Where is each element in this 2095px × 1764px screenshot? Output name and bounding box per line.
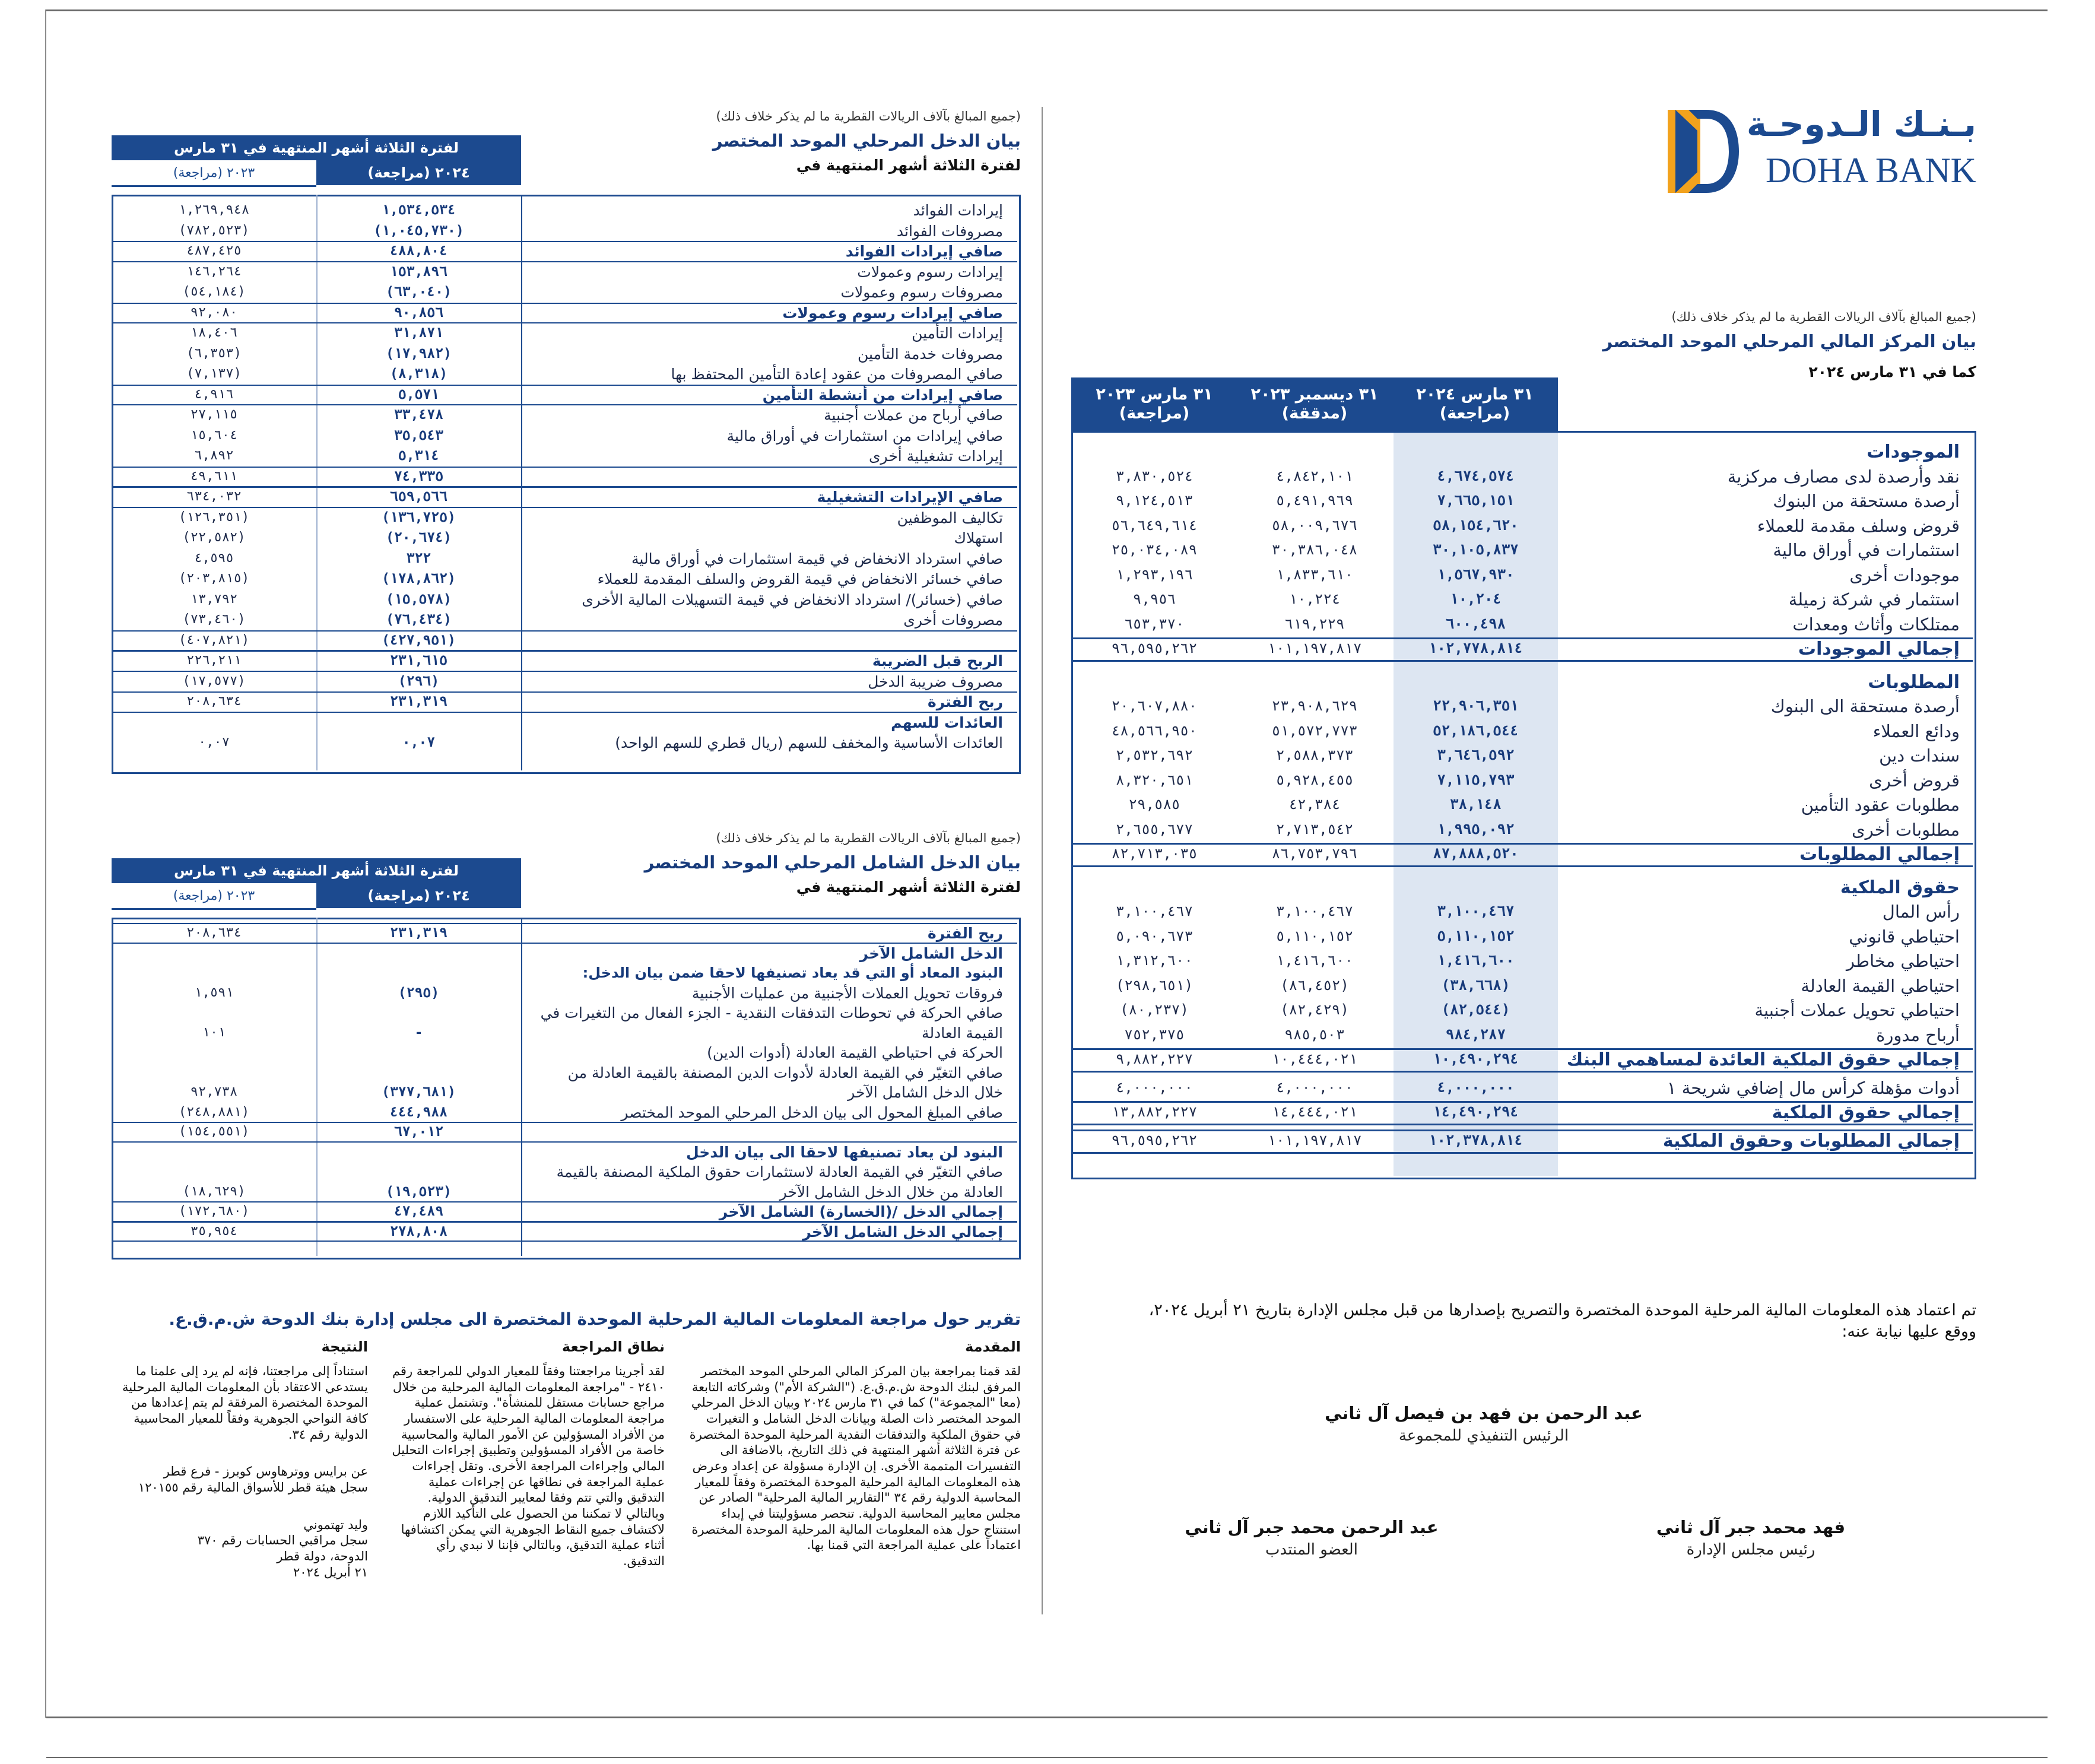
report-title: تقرير حول مراجعة المعلومات المالية المرحلية الموحدة المختصرة الى مجلس إدارة بنك الدوحة ش.م.ق.ع. <box>169 1309 1021 1329</box>
comprehensive-col-header-2: ٢٠٢٣ (مراجعة) <box>112 883 316 910</box>
balance-v3-4: ٢٥,٠٣٤,٠٨٩ <box>1111 541 1198 558</box>
comprehensive-sep-14 <box>112 1201 1017 1203</box>
balance-label-11: ودائع العملاء <box>1872 721 1960 741</box>
income-v1-8: (٨,٣١٨) <box>390 366 447 382</box>
income-label-8: صافي المصروفات من عقود إعادة التأمين المحتفظ بها <box>671 366 1003 383</box>
balance-label-26: إجمالي حقوق الملكية <box>1772 1102 1960 1123</box>
balance-v1-6: ١٠,٢٠٤ <box>1450 591 1502 607</box>
income-v1-10: ٣٣,٤٧٨ <box>393 407 444 423</box>
balance-label-21: احتياطي القيمة العادلة <box>1801 975 1960 996</box>
income-sep-after-2 <box>112 261 1017 262</box>
ceo-role: الرئيس التنفيذي للمجموعة <box>1398 1427 1569 1445</box>
income-v2-6: ١٨,٤٠٦ <box>190 325 238 340</box>
balance-v2-7: ٦١٩,٢٢٩ <box>1284 615 1345 632</box>
income-label-6: إيرادات التأمين <box>912 325 1003 342</box>
balance-label-23: أرباح مدورة <box>1876 1024 1960 1045</box>
balance-amounts-note: (جميع المبالغ بآلاف الريالات القطرية ما لم يذكر خلاف ذلك) <box>1671 310 1976 324</box>
income-label-24: ربح الفترة <box>928 693 1003 710</box>
balance-v2-26: ١٤,٤٤٤,٠٢١ <box>1271 1103 1358 1120</box>
report-scope <box>392 1338 665 1569</box>
balance-v2-14: ٤٢,٣٨٤ <box>1288 796 1341 813</box>
balance-v3-11: ٤٨,٥٦٦,٩٥٠ <box>1111 722 1198 739</box>
income-title: بيان الدخل المرحلي الموحد المختصر <box>712 131 1021 151</box>
md-name: عبد الرحمن محمد جبر آل ثاني <box>1185 1517 1439 1537</box>
auditor-firm-line2: سجل هيئة قطر للأسواق المالية رقم ١٢٠١٥٥ <box>138 1480 368 1495</box>
income-label-11: صافي إيرادات من استثمارات في أوراق مالية <box>726 427 1003 445</box>
income-label-5: صافي إيرادات رسوم وعمولات <box>782 304 1003 322</box>
bank-name-english: DOHA BANK <box>1765 151 1976 190</box>
income-v1-20: (٧٦,٤٣٤) <box>386 612 452 627</box>
report-scope-heading: نطاق المراجعة <box>561 1338 665 1355</box>
income-v2-0: ١,٢٦٩,٩٤٨ <box>178 202 250 217</box>
balance-label-4: استثمارات في أوراق مالية <box>1773 540 1960 560</box>
comprehensive-sep-15 <box>112 1222 1017 1223</box>
auditor-signer-reg: سجل مراقبي الحسابات رقم ٣٧٠ <box>197 1533 368 1548</box>
balance-v2-12: ٢,٥٨٨,٣٧٣ <box>1275 747 1354 763</box>
income-v2-9: ٤,٩١٦ <box>194 386 234 402</box>
comprehensive-v2-13: (١٨,٦٢٩) <box>182 1184 246 1199</box>
income-v1-26: ٠,٠٧ <box>402 735 436 750</box>
income-sep-5 <box>112 303 1017 304</box>
report-result-heading: النتيجة <box>321 1338 368 1355</box>
comprehensive-v1-5: - <box>414 1024 423 1040</box>
income-v1-16: (٢٠,٦٧٤) <box>386 530 452 545</box>
balance-v3-22: (٨٠,٢٣٧) <box>1120 1001 1189 1018</box>
income-v2-13: ٤٩,٦١١ <box>190 468 238 484</box>
balance-label-19: احتياطي قانوني <box>1849 926 1960 947</box>
income-col-header-2: ٢٠٢٣ (مراجعة) <box>112 160 316 187</box>
comprehensive-label-9: صافي المبلغ المحول الى بيان الدخل المرحلي الموحد المختصر <box>621 1103 1003 1121</box>
income-v2-8: (٧,١٣٧) <box>186 366 242 381</box>
balance-v1-26: ١٤,٤٩٠,٢٩٤ <box>1433 1103 1519 1120</box>
balance-label-13: قروض أخرى <box>1869 770 1960 791</box>
income-v1-22: ٢٣١,٦١٥ <box>390 653 447 668</box>
income-sep-after-24 <box>112 712 1017 713</box>
balance-v3-6: ٩,٩٥٦ <box>1132 591 1176 607</box>
comprehensive-v1-15: ٢٧٨,٨٠٨ <box>390 1223 447 1239</box>
comprehensive-v1-9: ٤٤٤,٩٨٨ <box>390 1104 447 1120</box>
balance-v2-25: ٤,٠٠٠,٠٠٠ <box>1275 1078 1354 1096</box>
signature-chairman <box>1626 1517 1875 1559</box>
income-label-2: صافي إيرادات الفوائد <box>845 243 1003 260</box>
balance-label-8: إجمالي الموجودات <box>1798 639 1960 659</box>
balance-v1-25: ٤,٠٠٠,٠٠٠ <box>1437 1078 1515 1096</box>
comprehensive-v2-10: (١٥٤,٥٥١) <box>178 1124 250 1139</box>
auditor-firm <box>113 1464 368 1495</box>
income-v2-21: (٤٠٧,٨٢١) <box>178 632 250 648</box>
balance-label-2: أرصدة مستحقة من البنوك <box>1773 491 1960 511</box>
balance-v2-21: (٨٦,٤٥٢) <box>1280 976 1349 994</box>
balance-v3-20: ١,٣١٢,٦٠٠ <box>1115 952 1193 969</box>
income-v1-18: (١٧٨,٨٦٢) <box>382 571 456 586</box>
comprehensive-sep-after-0 <box>112 943 1017 944</box>
balance-v2-13: ٥,٩٢٨,٤٥٥ <box>1275 771 1354 788</box>
balance-v3-3: ٥٦,٦٤٩,٦١٤ <box>1111 516 1198 534</box>
balance-v1-14: ٣٨,١٤٨ <box>1450 796 1502 813</box>
balance-v2-19: ٥,١١٠,١٥٢ <box>1275 927 1354 944</box>
comprehensive-sep-0 <box>112 923 1017 924</box>
balance-v1-13: ٧,١١٥,٧٩٣ <box>1437 771 1515 788</box>
balance-v1-5: ١,٥٦٧,٩٣٠ <box>1437 566 1515 583</box>
income-subtitle: لفترة الثلاثة أشهر المنتهية في <box>796 157 1021 174</box>
balance-v2-22: (٨٢,٤٢٩) <box>1280 1001 1349 1018</box>
balance-sep-after-27 <box>1071 1152 1973 1154</box>
balance-v1-15: ١,٩٩٥,٠٩٢ <box>1437 820 1515 837</box>
column-divider <box>1042 107 1043 1614</box>
report-scope-text: لقد أجرينا مراجعتنا وفقاً للمعيار الدولي للمراجعة رقم ٢٤١٠ - "مراجعة المعلومات المالية المرحلية من خلال مراجع حسابات مستقل للمنشأة". وتشتمل عملية مراجعة المعلومات المالية المرحلية على الاستفسار من الأفراد المسؤولين عن الأمور المالية والمحاسبية خاصة من الأفراد المسؤولين وتطبيق إجراءات التحليل المالي وإجراءات المراجعة الأخرى. وتقل إجراءات عملية المراجعة في نطاقها عن إجراءات عملية التدقيق والتي تتم وفقا لمعايير التدقيق الدولية. وبالتالي لا تمكننا من الحصول على التأكيد اللازم لاكتشاف جميع النقاط الجوهرية التي يمكن اكتشافها أثناء عملية التدقيق، وبالتالي فإننا لا نبدي رأي التدقيق. <box>392 1364 665 1568</box>
income-label-4: مصروفات رسوم وعمولات <box>840 284 1003 301</box>
balance-v2-23: ٩٨٥,٥٠٣ <box>1284 1026 1345 1043</box>
income-statement-table <box>112 135 1021 770</box>
comprehensive-v2-0: ٢٠٨,٦٣٤ <box>186 925 242 940</box>
balance-v2-10: ٢٣,٩٠٨,٦٢٩ <box>1271 697 1358 714</box>
income-label-14: صافي الإيرادات التشغيلية <box>817 488 1003 506</box>
balance-v3-25: ٤,٠٠٠,٠٠٠ <box>1115 1078 1193 1096</box>
balance-v3-24: ٩,٨٨٢,٢٢٧ <box>1115 1051 1193 1067</box>
balance-v3-19: ٥,٠٩٠,٦٧٣ <box>1115 927 1193 944</box>
balance-v3-16: ٨٢,٧١٣,٠٣٥ <box>1111 845 1198 862</box>
report-result <box>113 1338 368 1580</box>
income-v1-24: ٢٣١,٣١٩ <box>390 694 447 709</box>
chairman-role: رئيس مجلس الإدارة <box>1686 1541 1815 1559</box>
comprehensive-v2-9: (٢٤٨,٨٨١) <box>178 1104 250 1119</box>
income-v1-13: ٧٤,٣٣٥ <box>393 468 444 484</box>
income-v1-1: (١,٠٤٥,٧٣٠) <box>373 223 464 239</box>
comprehensive-label-0: ربح الفترة <box>928 925 1003 942</box>
income-v2-7: (٦,٣٥٣) <box>186 345 242 361</box>
bank-name-arabic: بـنـك الـدوحـة <box>1746 104 1976 144</box>
comprehensive-v2-15: ٣٥,٩٥٤ <box>190 1223 238 1239</box>
balance-sep-after-24 <box>1071 1071 1973 1073</box>
balance-label-22: احتياطي تحويل عملات أجنبية <box>1754 1000 1960 1020</box>
balance-v1-24: ١٠,٤٩٠,٢٩٤ <box>1433 1051 1519 1067</box>
balance-label-12: سندات دين <box>1879 745 1960 766</box>
income-label-10: صافي أرباح من عملات أجنبية <box>824 407 1003 424</box>
income-v2-11: ١٥,٦٠٤ <box>190 427 238 443</box>
income-v2-16: (٢٢,٥٨٢) <box>182 530 246 545</box>
balance-label-10: أرصدة مستحقة الى البنوك <box>1770 696 1960 716</box>
balance-v1-22: (٨٢,٥٤٤) <box>1441 1001 1510 1018</box>
comprehensive-subtitle: لفترة الثلاثة أشهر المنتهية في <box>796 878 1021 896</box>
balance-sep-after-16 <box>1071 865 1973 867</box>
balance-sep-after-26 <box>1071 1124 1973 1125</box>
balance-v1-21: (٣٨,٦٦٨) <box>1441 976 1510 994</box>
balance-label-0: الموجودات <box>1867 442 1960 462</box>
income-label-20: مصروفات أخرى <box>903 611 1003 629</box>
balance-v2-15: ٢,٧١٣,٥٤٢ <box>1275 820 1354 837</box>
income-sep-after-22 <box>112 671 1017 672</box>
income-v1-19: (١٥,٥٧٨) <box>386 591 452 607</box>
comprehensive-period-header: لفترة الثلاثة أشهر المنتهية في ٣١ مارس <box>112 858 521 883</box>
balance-v3-10: ٢٠,٦٠٧,٨٨٠ <box>1111 697 1198 714</box>
income-sep-after-5 <box>112 322 1017 323</box>
balance-v1-27: ١٠٢,٣٧٨,٨١٤ <box>1429 1131 1523 1148</box>
income-v1-15: (١٣٦,٧٢٥) <box>382 509 456 525</box>
auditor-signer-name: وليد تهتموني <box>303 1517 368 1532</box>
comprehensive-v1-0: ٢٣١,٣١٩ <box>390 925 447 941</box>
balance-subtitle: كما في ٣١ مارس ٢٠٢٤ <box>1808 363 1976 380</box>
income-sep-24 <box>112 691 1017 693</box>
auditor-signer-date: ٢١ أبريل ٢٠٢٤ <box>293 1565 368 1579</box>
income-sep-9 <box>112 385 1017 386</box>
income-label-18: صافي خسائر الانخفاض في قيمة القروض والسلف المقدمة للعملاء <box>597 570 1003 588</box>
income-v1-3: ١٥٣,٨٩٦ <box>390 264 447 280</box>
comprehensive-sep-after-10 <box>112 1141 1017 1143</box>
income-v1-2: ٤٨٨,٨٠٤ <box>390 243 447 259</box>
income-label-17: صافي استرداد الانخفاض في قيمة استثمارات في أوراق مالية <box>631 550 1003 567</box>
balance-v2-2: ٥,٤٩١,٩٦٩ <box>1275 492 1354 509</box>
comprehensive-v1-8: (٣٧٧,٦٨١) <box>382 1084 456 1100</box>
comprehensive-v1-14: ٤٧,٤٨٩ <box>393 1204 444 1219</box>
income-sep-22 <box>112 651 1017 652</box>
income-v2-3: ١٤٦,٢٦٤ <box>186 264 242 279</box>
income-v1-9: ٥,٥٧١ <box>398 386 440 402</box>
income-v1-21: (٤٢٧,٩٥١) <box>382 632 456 648</box>
income-label-25: العائدات للسهم <box>891 713 1003 731</box>
balance-label-24: إجمالي حقوق الملكية العائدة لمساهمي البنك <box>1566 1049 1960 1070</box>
balance-label-6: استثمار في شركة زميلة <box>1788 589 1960 610</box>
balance-col-header-3: ٣١ مارس ٢٠٢٣ (مراجعة) <box>1071 377 1237 431</box>
income-period-header: لفترة الثلاثة أشهر المنتهية في ٣١ مارس <box>112 135 521 160</box>
comprehensive-title: بيان الدخل الشامل المرحلي الموحد المختصر <box>644 852 1021 873</box>
balance-label-18: رأس المال <box>1882 902 1960 922</box>
comprehensive-label-15: إجمالي الدخل الشامل الآخر <box>802 1223 1003 1240</box>
income-col-divider2 <box>521 195 522 770</box>
comprehensive-label-11: البنود لن يعاد تصنيفها لاحقا الى بيان الدخل <box>685 1143 1003 1161</box>
signature-ceo <box>1306 1403 1662 1445</box>
comprehensive-v2-5: ١٠١ <box>202 1024 226 1040</box>
balance-v3-7: ٦٥٣,٣٧٠ <box>1124 615 1185 632</box>
income-v1-0: ١,٥٣٤,٥٣٤ <box>382 202 456 218</box>
balance-v3-26: ١٣,٨٨٢,٢٢٧ <box>1111 1103 1198 1120</box>
income-label-16: استهلاك <box>954 529 1003 547</box>
income-v1-4: (٦٣,٠٤٠) <box>386 284 452 300</box>
balance-v2-6: ١٠,٢٢٤ <box>1288 591 1341 607</box>
report-intro-text: لقد قمنا بمراجعة بيان المركز المالي المرحلي الموحد المختصر المرفق لبنك الدوحة ش.م.ق.ع. ("الشركة الأم") وشركاته التابعة (معا "المجموعة") كما في ٣١ مارس ٢٠٢٤ وبيان الدخل المرحلي الموحد المختصر ذات الصلة وبيانات الدخل الشامل و التغيرات في حقوق الملكية والتدفقات النقدية المرحلية الموحدة المختصرة عن فترة الثلاثة أشهر المنتهية في ذلك التاريخ، بالاضافة الى التفسيرات المتممة الأخرى. إن الإدارة مسؤولة عن إعداد وعرض هذه المعلومات المالية المرحلية الموحدة المختصرة وفقاً للمعيار المحاسبة الدولية رقم ٣٤ "التقارير المالية المرحلية" الصادر عن مجلس معايير المحاسبة الدولية. تنحصر مسؤوليتنا في إبداء استنتاج حول هذه المعلومات المالية المرحلية الموحدة المختصرة اعتماداً على عملية المراجعة التي قمنا بها. <box>689 1364 1021 1553</box>
comprehensive-v1-10: ٦٧,٠١٢ <box>393 1124 444 1140</box>
income-v2-18: (٢٠٣,٨١٥) <box>178 571 250 586</box>
footer-rule <box>46 1757 2048 1758</box>
income-v1-12: ٥,٣١٤ <box>398 448 440 464</box>
income-label-9: صافي إيرادات من أنشطة التأمين <box>762 386 1003 404</box>
chairman-name: فهد محمد جبر آل ثاني <box>1656 1517 1846 1537</box>
report-result-text: استناداً إلى مراجعتنا، فإنه لم يرد إلى علمنا ما يستدعي الاعتقاد بأن المعلومات المالية المرحلية الموحدة المختصرة المرفقة لم يتم إعدادها من كافة النواحي الجوهرية وفقاً للمعيار المحاسبية الدولية رقم ٣٤. <box>122 1364 368 1442</box>
comprehensive-v2-8: ٩٢,٧٣٨ <box>190 1084 238 1099</box>
balance-label-27: إجمالي المطلوبات وحقوق الملكية <box>1662 1130 1960 1151</box>
comprehensive-v1-13: (١٩,٥٢٣) <box>386 1184 452 1200</box>
comprehensive-sep-10 <box>112 1122 1017 1123</box>
balance-v2-5: ١,٨٣٣,٦١٠ <box>1275 566 1354 583</box>
balance-v1-3: ٥٨,١٥٤,٦٢٠ <box>1433 516 1519 534</box>
report-intro-heading: المقدمة <box>965 1338 1021 1355</box>
balance-v1-23: ٩٨٤,٢٨٧ <box>1445 1026 1506 1043</box>
balance-label-15: مطلوبات أخرى <box>1851 819 1960 840</box>
comprehensive-label-2: البنود المعاد أو التي قد يعاد تصنيفها لاحقا ضمن بيان الدخل: <box>582 965 1003 981</box>
income-v2-1: (٧٨٢,٥٢٣) <box>178 223 250 238</box>
balance-label-25: أدوات مؤهلة كرأس مال إضافي شريحة ١ <box>1667 1077 1960 1098</box>
balance-v3-21: (٢٩٨,٦٥١) <box>1115 976 1193 994</box>
balance-title: بيان المركز المالي المرحلي الموحد المختصر <box>1602 331 1976 351</box>
balance-v2-24: ١٠,٤٤٤,٠٢١ <box>1271 1051 1358 1067</box>
income-v2-22: ٢٢٦,٢١١ <box>186 653 242 668</box>
balance-v1-12: ٣,٦٤٦,٥٩٢ <box>1437 747 1515 763</box>
balance-v3-18: ٣,١٠٠,٤٦٧ <box>1115 903 1193 919</box>
doha-bank-emblem-icon <box>1665 107 1742 196</box>
income-v1-5: ٩٠,٨٥٦ <box>393 304 444 321</box>
income-label-3: إيرادات رسوم وعمولات <box>857 263 1003 281</box>
balance-v3-2: ٩,١٢٤,٥١٣ <box>1115 492 1193 509</box>
approval-text: تم اعتماد هذه المعلومات المالية المرحلية الموحدة المختصرة والتصريح بإصدارها من قبل مجلس الإدارة بتاريخ ٢١ أبريل ٢٠٢٤، ووقع عليها نيابة عنه: <box>1148 1301 1976 1341</box>
balance-v3-1: ٣,٨٣٠,٥٢٤ <box>1115 467 1193 484</box>
income-v2-20: (٧٣,٤٦٠) <box>182 612 246 627</box>
comprehensive-sep-after-15 <box>112 1240 1017 1242</box>
balance-v1-4: ٣٠,١٠٥,٨٣٧ <box>1433 541 1519 558</box>
comprehensive-label-3: فروقات تحويل العملات الأجنبية من عمليات الأجنبية <box>691 984 1003 1002</box>
balance-v1-8: ١٠٢,٧٧٨,٨١٤ <box>1429 640 1523 656</box>
comprehensive-label-8: خلال الدخل الشامل الآخر <box>847 1084 1003 1101</box>
balance-v2-16: ٨٦,٧٥٣,٧٩٦ <box>1271 845 1358 862</box>
balance-col-header-2: ٣١ ديسمبر ٢٠٢٣ (مدققة) <box>1237 377 1392 431</box>
balance-v2-18: ٣,١٠٠,٤٦٧ <box>1275 903 1354 919</box>
income-v2-24: ٢٠٨,٦٣٤ <box>186 694 242 709</box>
balance-v2-4: ٣٠,٣٨٦,٠٤٨ <box>1271 541 1358 558</box>
balance-sep-after-8 <box>1071 660 1973 662</box>
income-sep-after-14 <box>112 507 1017 508</box>
income-amounts-note: (جميع المبالغ بآلاف الريالات القطرية ما لم يذكر خلاف ذلك) <box>716 109 1021 123</box>
balance-v1-10: ٢٢,٩٠٦,٣٥١ <box>1433 697 1519 714</box>
income-v1-7: (١٧,٩٨٢) <box>386 345 452 361</box>
income-v2-2: ٤٨٧,٤٢٥ <box>186 243 242 258</box>
left-margin-line <box>45 9 46 1718</box>
income-label-23: مصروف ضريبة الدخل <box>868 672 1003 690</box>
income-sep-21 <box>112 630 1017 632</box>
balance-v1-2: ٧,٦٦٥,١٥١ <box>1437 492 1515 509</box>
comprehensive-label-12: صافي التغيّر في القيمة العادلة لاستثمارات حقوق الملكية المصنفة بالقيمة <box>556 1163 1003 1181</box>
balance-v3-5: ١,٢٩٣,١٩٦ <box>1115 566 1193 583</box>
balance-v1-11: ٥٢,١٨٦,٥٤٤ <box>1433 722 1519 739</box>
comprehensive-label-1: الدخل الشامل الآخر <box>859 944 1003 962</box>
balance-v2-27: ١٠١,١٩٧,٨١٧ <box>1267 1131 1362 1148</box>
income-v2-17: ٤,٥٩٥ <box>194 550 234 566</box>
income-sep-after-9 <box>112 404 1017 405</box>
auditor-signer <box>113 1517 368 1581</box>
income-v1-17: ٣٢٢ <box>406 550 431 566</box>
balance-v1-1: ٤,٦٧٤,٥٧٤ <box>1437 467 1515 484</box>
bank-logo <box>1662 104 1976 193</box>
balance-v2-8: ١٠١,١٩٧,٨١٧ <box>1267 640 1362 656</box>
auditor-firm-line1: عن برايس ووترهاوس كوبرز - فرع قطر <box>163 1464 368 1479</box>
balance-label-3: قروض وسلف مقدمة للعملاء <box>1757 515 1960 536</box>
income-sep-2 <box>112 241 1017 242</box>
comprehensive-label-4: صافي الحركة في تحوطات التدفقات النقدية - الجزء الفعال من التغيرات في <box>540 1004 1003 1021</box>
income-v2-5: ٩٢,٠٨٠ <box>190 304 238 320</box>
balance-v3-15: ٢,٦٥٥,٦٧٧ <box>1115 820 1193 837</box>
balance-sheet-table <box>1071 377 1976 1176</box>
comprehensive-v1-3: (٢٩٥) <box>398 985 440 1001</box>
comprehensive-v2-14: (١٧٢,٦٨٠) <box>178 1204 250 1219</box>
balance-v1-18: ٣,١٠٠,٤٦٧ <box>1437 903 1515 919</box>
comprehensive-amounts-note: (جميع المبالغ بآلاف الريالات القطرية ما لم يذكر خلاف ذلك) <box>716 831 1021 845</box>
bottom-rule <box>46 1717 2048 1718</box>
income-v2-26: ٠,٠٧ <box>198 735 230 750</box>
income-v1-23: (٢٩٦) <box>398 673 440 689</box>
income-col-header-1: ٢٠٢٤ (مراجعة) <box>316 160 521 185</box>
balance-v2-11: ٥١,٥٧٢,٧٧٣ <box>1271 722 1358 739</box>
ceo-name: عبد الرحمن بن فهد بن فيصل آل ثاني <box>1325 1403 1643 1423</box>
comprehensive-v2-3: ١,٥٩١ <box>194 985 234 1000</box>
balance-v3-13: ٨,٣٢٠,٦٥١ <box>1115 771 1193 788</box>
income-sep-13 <box>112 467 1017 468</box>
comprehensive-col-divider2 <box>521 918 522 1256</box>
report-intro <box>688 1338 1021 1553</box>
balance-v1-20: ١,٤١٦,٦٠٠ <box>1437 952 1515 969</box>
income-label-22: الربح قبل الضريبة <box>872 652 1003 670</box>
income-v2-19: ١٣,٧٩٢ <box>190 591 238 607</box>
balance-v3-8: ٩٦,٥٩٥,٢٦٢ <box>1111 640 1198 656</box>
income-label-0: إيرادات الفوائد <box>913 202 1003 219</box>
balance-label-1: نقد وأرصدة لدى مصارف مركزية <box>1727 466 1960 487</box>
md-role: العضو المنتدب <box>1265 1541 1358 1559</box>
income-v1-14: ٦٥٩,٥٦٦ <box>390 489 447 505</box>
income-label-7: مصروفات خدمة التأمين <box>858 345 1003 363</box>
income-v1-6: ٣١,٨٧١ <box>393 325 444 341</box>
income-v2-10: ٢٧,١١٥ <box>190 407 238 422</box>
balance-v1-16: ٨٧,٨٨٨,٥٢٠ <box>1433 845 1519 862</box>
balance-label-20: احتياطي مخاطر <box>1846 951 1960 971</box>
balance-col-header-1: ٣١ مارس ٢٠٢٤ (مراجعة) <box>1392 377 1558 431</box>
comprehensive-income-table <box>112 858 1021 1256</box>
income-label-15: تكاليف الموظفين <box>897 509 1003 526</box>
balance-v1-7: ٦٠٠,٤٩٨ <box>1445 615 1506 632</box>
income-label-26: العائدات الأساسية والمخفف للسهم (ريال قطري للسهم الواحد) <box>615 734 1003 751</box>
income-label-12: إيرادات تشغيلية أخرى <box>868 448 1003 465</box>
income-v2-14: ٦٣٤,٠٣٢ <box>186 489 242 504</box>
signature-managing-director <box>1163 1517 1460 1559</box>
balance-v3-14: ٢٩,٥٨٥ <box>1128 796 1180 813</box>
comprehensive-col-header-1: ٢٠٢٤ (مراجعة) <box>316 883 521 908</box>
top-rule <box>46 9 2048 11</box>
income-v2-23: (١٧,٥٧٧) <box>182 673 246 689</box>
income-v2-15: (١٢٦,٣٥١) <box>178 509 250 525</box>
income-label-1: مصروفات الفوائد <box>896 222 1003 240</box>
comprehensive-label-7: صافي التغيّر في القيمة العادلة لأدوات الدين المصنفة بالقيمة العادلة من <box>567 1064 1003 1081</box>
balance-label-9: المطلوبات <box>1868 671 1960 693</box>
comprehensive-label-13: العادلة من خلال الدخل الشامل الآخر <box>779 1183 1003 1201</box>
balance-v1-19: ٥,١١٠,١٥٢ <box>1437 927 1515 944</box>
income-v2-4: (٥٤,١٨٤) <box>182 284 246 299</box>
balance-v2-3: ٥٨,٠٠٩,٦٧٦ <box>1271 516 1358 534</box>
balance-label-7: ممتلكات وأثاث ومعدات <box>1792 614 1960 634</box>
income-sep-14 <box>112 487 1017 488</box>
comprehensive-label-5: القيمة العادلة <box>922 1024 1003 1042</box>
balance-label-14: مطلوبات عقود التأمين <box>1801 795 1960 815</box>
balance-v2-1: ٤,٨٤٢,١٠١ <box>1275 467 1354 484</box>
comprehensive-label-14: إجمالي الدخل /(الخسارة) الشامل الآخر <box>719 1203 1003 1220</box>
income-v2-12: ٦,٨٩٢ <box>194 448 234 463</box>
balance-label-5: موجودات أخرى <box>1849 564 1960 585</box>
income-v1-11: ٣٥,٥٤٣ <box>393 427 444 443</box>
balance-v3-12: ٢,٥٣٢,٦٩٢ <box>1115 747 1193 763</box>
balance-label-16: إجمالي المطلوبات <box>1799 844 1960 865</box>
balance-v3-23: ٧٥٢,٣٧٥ <box>1124 1026 1185 1043</box>
comprehensive-label-6: الحركة في احتياطي القيمة العادلة (أدوات الدين) <box>707 1044 1003 1061</box>
balance-label-17: حقوق الملكية <box>1840 877 1960 898</box>
balance-v3-27: ٩٦,٥٩٥,٢٦٢ <box>1111 1131 1198 1148</box>
balance-v2-20: ١,٤١٦,٦٠٠ <box>1275 952 1354 969</box>
income-label-19: صافي (خسائر)/ استرداد الانخفاض في قيمة التسهيلات المالية الأخرى <box>582 591 1003 608</box>
auditor-signer-city: الدوحة، دولة قطر <box>277 1549 368 1563</box>
